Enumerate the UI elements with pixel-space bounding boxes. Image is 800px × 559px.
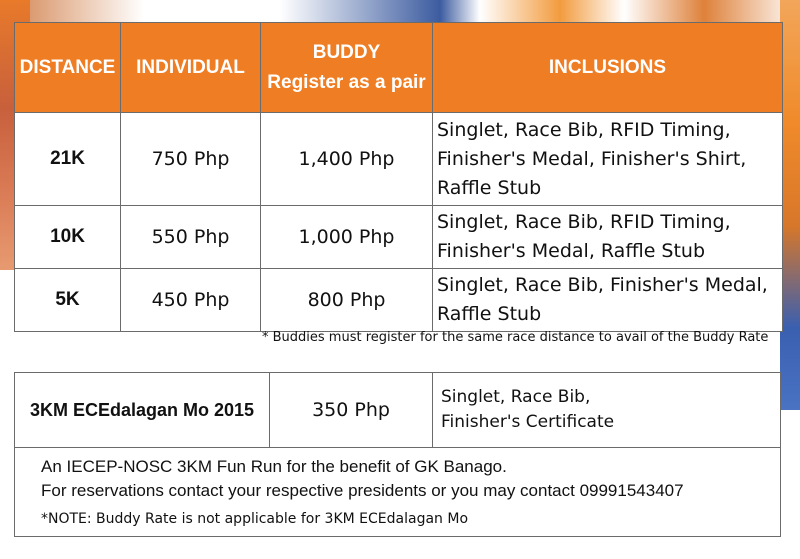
fun-run-box bbox=[14, 372, 781, 537]
buddy-price-cell: 800 Php bbox=[261, 269, 433, 332]
header-buddy-title: BUDDY bbox=[312, 41, 381, 63]
header-buddy bbox=[261, 23, 433, 113]
distance-cell: 5K bbox=[15, 269, 121, 332]
header-row bbox=[15, 23, 783, 113]
background-poster-right bbox=[780, 0, 800, 410]
inclusions-cell bbox=[433, 113, 783, 206]
inclusion-line: Finisher's Certificate bbox=[441, 412, 615, 432]
inclusion-line: Singlet, Race Bib, Finisher's Medal, bbox=[437, 274, 768, 296]
fun-run-contact-line: For reservations contact your respective presidents or you may contact 09991543407 bbox=[41, 481, 684, 500]
race-rates-table bbox=[14, 22, 783, 332]
fun-run-description-line: An IECEP-NOSC 3KM Fun Run for the benefit of GK Banago. bbox=[41, 457, 507, 476]
inclusion-line: Singlet, Race Bib, RFID Timing, bbox=[437, 118, 731, 141]
header-buddy-subtitle: Register as a pair bbox=[267, 71, 426, 93]
fun-run-price: 350 Php bbox=[270, 373, 433, 448]
header-individual: INDIVIDUAL bbox=[121, 23, 261, 113]
buddy-price-cell: 1,400 Php bbox=[261, 113, 433, 206]
background-poster-top bbox=[0, 0, 800, 22]
inclusions-cell bbox=[433, 269, 783, 332]
inclusion-line: Singlet, Race Bib, bbox=[441, 387, 591, 407]
inclusion-line: Finisher's Medal, Finisher's Shirt, bbox=[437, 147, 747, 170]
fun-run-description bbox=[41, 455, 684, 503]
fun-run-name: 3KM ECEdalagan Mo 2015 bbox=[15, 373, 270, 448]
header-inclusions: INCLUSIONS bbox=[433, 23, 783, 113]
inclusion-line: Raffle Stub bbox=[437, 303, 542, 325]
fun-run-note: *NOTE: Buddy Rate is not applicable for 3KM ECEdalagan Mo bbox=[41, 511, 469, 527]
fun-run-table bbox=[15, 373, 780, 448]
table-row bbox=[15, 113, 783, 206]
individual-price-cell: 750 Php bbox=[121, 113, 261, 206]
inclusion-line: Singlet, Race Bib, RFID Timing, bbox=[437, 211, 731, 233]
inclusions-cell bbox=[433, 206, 783, 269]
individual-price-cell: 550 Php bbox=[121, 206, 261, 269]
header-distance: DISTANCE bbox=[15, 23, 121, 113]
fun-run-row bbox=[15, 373, 780, 448]
distance-cell: 10K bbox=[15, 206, 121, 269]
inclusion-line: Raffle Stub bbox=[437, 176, 542, 199]
distance-cell: 21K bbox=[15, 113, 121, 206]
inclusion-line: Finisher's Medal, Raffle Stub bbox=[437, 240, 706, 262]
buddy-price-cell: 1,000 Php bbox=[261, 206, 433, 269]
buddy-rate-note: * Buddies must register for the same race distance to avail of the Buddy Rate bbox=[262, 330, 769, 345]
table-row bbox=[15, 269, 783, 332]
fun-run-inclusions bbox=[433, 373, 781, 448]
individual-price-cell: 450 Php bbox=[121, 269, 261, 332]
table-row bbox=[15, 206, 783, 269]
